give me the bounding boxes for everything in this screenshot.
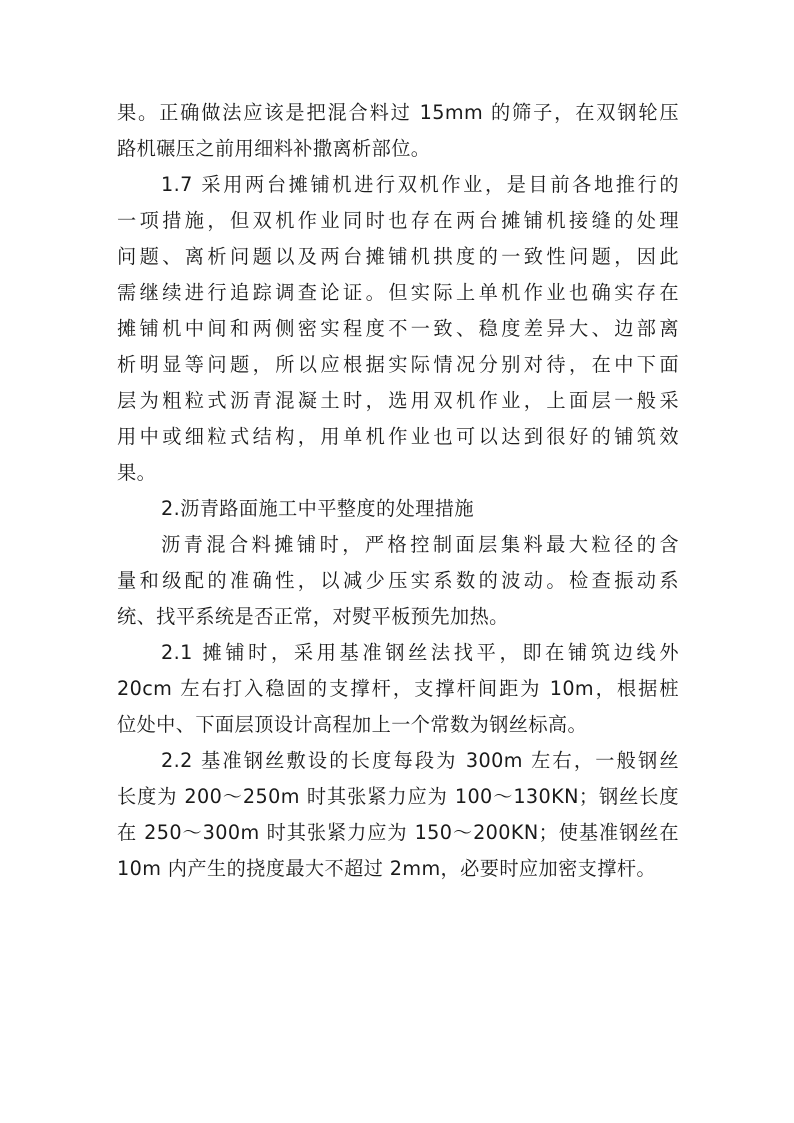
paragraph-start-line: 1.7 采用两台摊铺机进行双机作业，是目前各地推行的 xyxy=(161,173,679,196)
text-line: 用中或细粒式结构，用单机作业也可以达到很好的铺筑效 xyxy=(117,425,679,448)
text-line: 果。正确做法应该是把混合料过 15mm 的筛子，在双钢轮压 xyxy=(117,101,679,124)
text-line: 10m 内产生的挠度最大不超过 2mm，必要时应加密支撑杆。 xyxy=(117,857,657,880)
text-line: 位处中、下面层顶设计高程加上一个常数为钢丝标高。 xyxy=(117,713,588,736)
text-line: 需继续进行追踪调查论证。但实际上单机作业也确实存在 xyxy=(117,281,679,304)
text-line: 路机碾压之前用细料补撒离析部位。 xyxy=(117,137,431,160)
body-text xyxy=(117,95,679,887)
text-line: 果。 xyxy=(117,461,157,484)
section-heading: 2.沥青路面施工中平整度的处理措施 xyxy=(161,497,474,520)
text-line: 问题、离析问题以及两台摊铺机拱度的一致性问题，因此 xyxy=(117,245,679,268)
paragraph-start-line: 沥青混合料摊铺时，严格控制面层集料最大粒径的含 xyxy=(161,533,679,556)
text-line: 析明显等问题，所以应根据实际情况分别对待，在中下面 xyxy=(117,353,679,376)
text-line: 量和级配的准确性，以减少压实系数的波动。检查振动系 xyxy=(117,569,679,592)
paragraph-start-line: 2.2 基准钢丝敷设的长度每段为 300m 左右，一般钢丝 xyxy=(161,749,679,772)
text-line: 在 250～300m 时其张紧力应为 150～200KN；使基准钢丝在 xyxy=(117,821,679,844)
text-line: 摊铺机中间和两侧密实程度不一致、稳度差异大、边部离 xyxy=(117,317,679,340)
text-line: 长度为 200～250m 时其张紧力应为 100～130KN；钢丝长度 xyxy=(117,785,679,808)
text-line: 20cm 左右打入稳固的支撑杆，支撑杆间距为 10m，根据桩 xyxy=(117,677,679,700)
text-line: 层为粗粒式沥青混凝土时，选用双机作业，上面层一般采 xyxy=(117,389,679,412)
paragraph-start-line: 2.1 摊铺时，采用基准钢丝法找平，即在铺筑边线外 xyxy=(161,641,679,664)
text-line: 一项措施，但双机作业同时也存在两台摊铺机接缝的处理 xyxy=(117,209,679,232)
text-line: 统、找平系统是否正常，对熨平板预先加热。 xyxy=(117,605,509,628)
